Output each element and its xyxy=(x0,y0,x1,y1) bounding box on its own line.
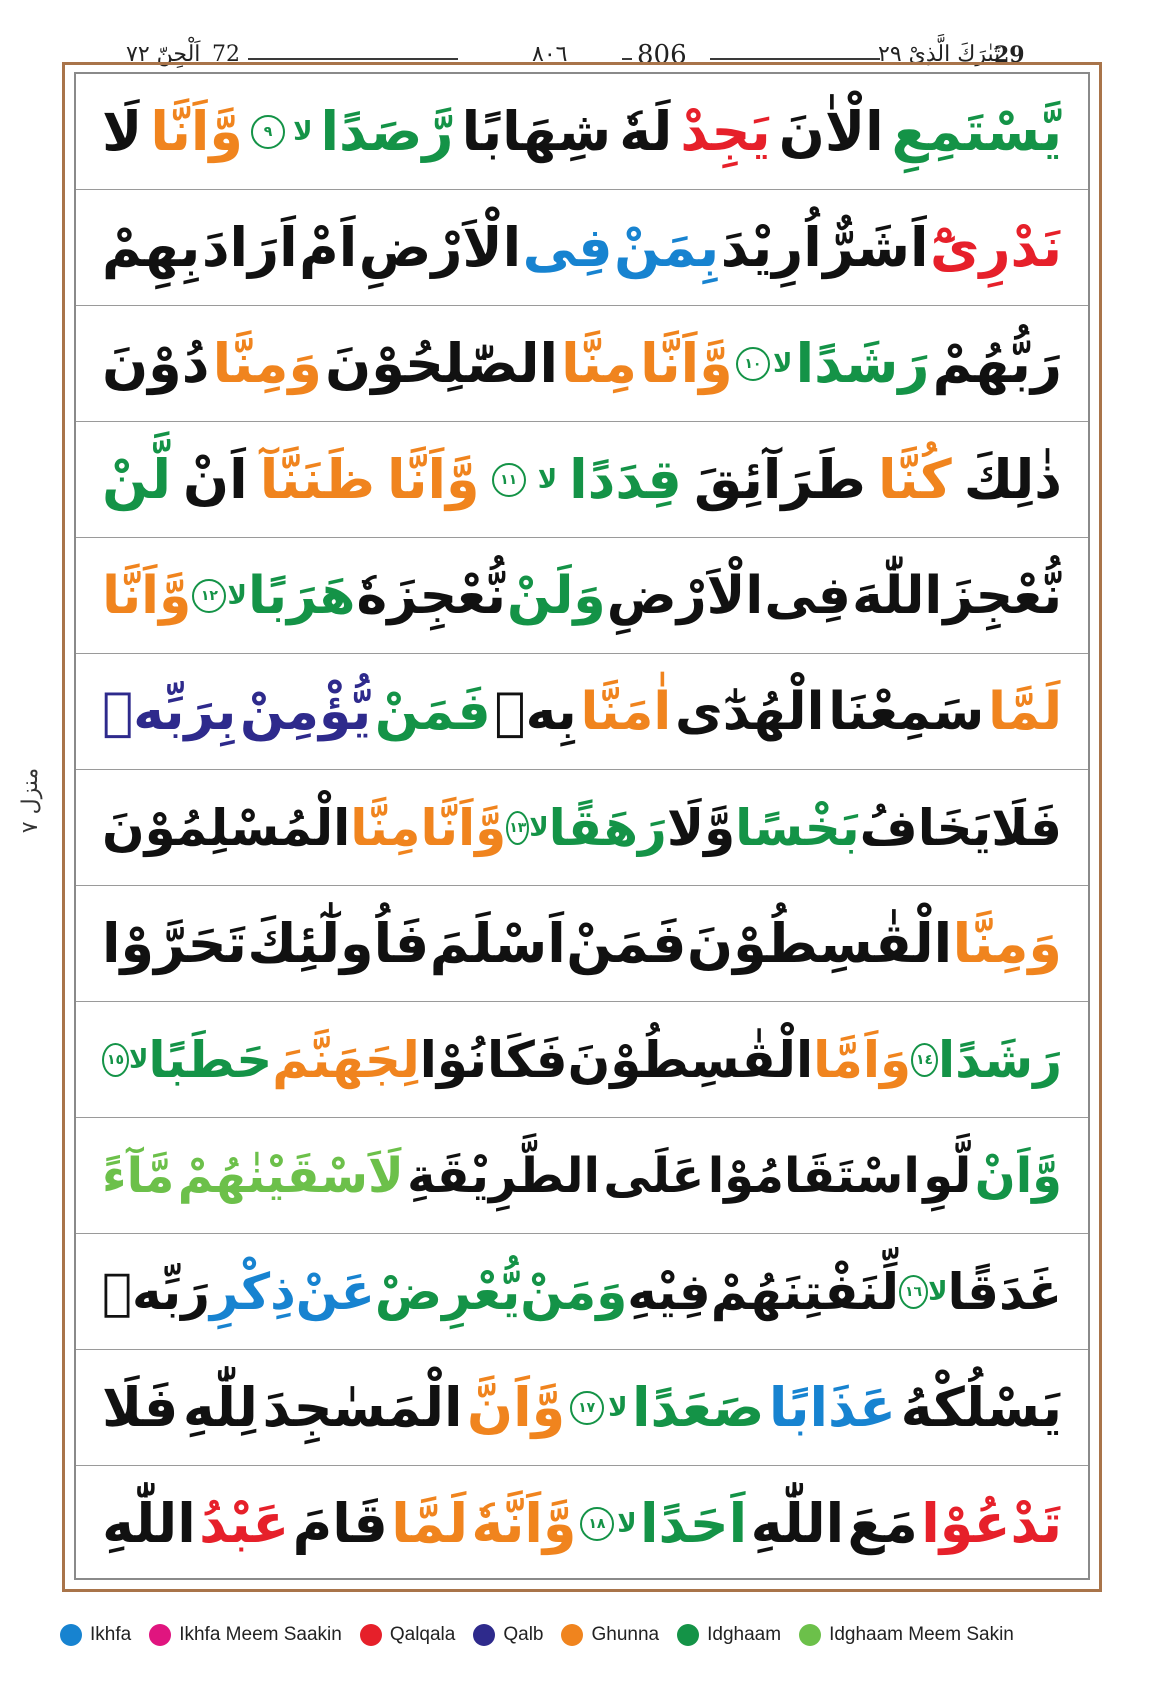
quran-word: فَكَانُوْا xyxy=(419,1030,568,1089)
quran-word: فَمَنْ xyxy=(566,911,687,975)
quran-word: بِمَنْ xyxy=(614,215,720,279)
quran-word: فَاُولٰٓئِكَ xyxy=(247,911,430,975)
quran-word: لَهٗ xyxy=(619,99,673,163)
text-line-12 xyxy=(76,1350,1088,1466)
quran-word: تَدْعُوْا xyxy=(921,1492,1062,1555)
quran-word: اُرِيْدَ xyxy=(720,215,822,279)
text-line-2 xyxy=(76,190,1088,306)
quran-word: وَّاَنَّا xyxy=(420,798,507,857)
ayah-number-marker: ١٥ xyxy=(102,1043,129,1077)
quran-word: رَهَقًا xyxy=(548,798,667,857)
legend-item xyxy=(149,1624,342,1646)
waqf-stop-mark: لا xyxy=(227,580,247,611)
quran-word: اَحَدًا xyxy=(640,1492,748,1555)
quran-word: غَدَقًا xyxy=(947,1262,1062,1321)
quran-word: ذِكْرِ xyxy=(209,1262,296,1321)
quran-word: الصّٰلِحُوْنَ xyxy=(325,331,559,395)
quran-word: وَّاَنَّا xyxy=(150,99,243,163)
quran-word: نُّعْجِزَهٗ xyxy=(356,565,506,626)
text-line-6 xyxy=(76,654,1088,770)
surah-name: اَلْجِنّ ٧٢ xyxy=(126,42,201,67)
ayah-number-marker: ١٤ xyxy=(911,1043,938,1077)
quran-word: مَّآءً xyxy=(102,1147,175,1204)
quran-word: مِنَّا xyxy=(561,331,637,395)
quran-word: نَدْرِىْٓ xyxy=(929,215,1062,279)
quran-word: لِجَهَنَّمَ xyxy=(272,1030,420,1089)
legend-label: Idghaam Meem Sakin xyxy=(829,1624,1014,1645)
quran-word: الطَّرِيْقَةِ xyxy=(407,1147,600,1204)
quran-word: لَا xyxy=(102,99,143,163)
quran-word: وَمِنَّا xyxy=(952,911,1062,975)
legend-item xyxy=(677,1624,781,1646)
quran-word: لَمَّا xyxy=(988,681,1062,742)
quran-word: وَّاَنَّ xyxy=(467,1375,566,1439)
juz-name: تَبٰرَكَ الَّذِىْ ٢٩ xyxy=(878,42,1001,67)
legend-color-dot xyxy=(561,1624,583,1646)
quran-word: صَعَدًا xyxy=(632,1375,765,1439)
quran-word: عَنْ xyxy=(295,1262,375,1321)
quran-text-block xyxy=(74,72,1090,1580)
quran-word: وَمِنَّا xyxy=(212,331,322,395)
waqf-stop-mark: لا xyxy=(608,1392,628,1423)
legend-color-dot xyxy=(473,1624,495,1646)
quran-word: اٰمَنَّا xyxy=(580,681,672,742)
ayah-number-marker: ١٦ xyxy=(899,1275,928,1309)
quran-word: فِيْهِ xyxy=(627,1262,711,1321)
text-line-1 xyxy=(76,74,1088,190)
quran-word: لِّنَفْتِنَهُمْ xyxy=(710,1262,899,1321)
quran-word: عَلَى xyxy=(603,1147,705,1204)
legend-label: Ikhfa Meem Saakin xyxy=(179,1624,342,1645)
quran-word: رَبُّهُمْ xyxy=(932,331,1062,395)
quran-word: الْاَرْضِ xyxy=(358,215,522,279)
quran-word: دُوْنَ xyxy=(102,331,210,395)
legend-color-dot xyxy=(149,1624,171,1646)
quran-word: الْقٰسِطُوْنَ xyxy=(567,1030,814,1089)
legend-color-dot xyxy=(360,1624,382,1646)
quran-word: طَرَآئِقَ xyxy=(693,447,866,511)
quran-word: الْقٰسِطُوْنَ xyxy=(686,911,953,975)
text-line-11 xyxy=(76,1234,1088,1350)
waqf-stop-mark: لا xyxy=(293,116,313,147)
legend-label: Idghaam xyxy=(707,1624,782,1645)
page-number-arabic: ٨٠٦ xyxy=(532,42,568,67)
quran-word: فَلَا xyxy=(102,1375,179,1439)
surah-number: 72 xyxy=(212,42,240,67)
quran-word: اَرَادَ xyxy=(201,215,298,279)
quran-word: ظَنَنَّآ xyxy=(259,447,375,511)
waqf-stop-mark: لا xyxy=(773,348,793,379)
quran-word: فَمَنْ xyxy=(374,681,491,742)
waqf-stop-mark: لا xyxy=(617,1509,637,1539)
quran-word: حَطَبًا xyxy=(148,1030,273,1089)
quran-word: فَلَا xyxy=(991,798,1062,857)
quran-word: يُّؤْمِنْ xyxy=(240,681,372,742)
quran-word: عَذَابًا xyxy=(768,1375,897,1439)
text-line-4 xyxy=(76,422,1088,538)
text-line-7 xyxy=(76,770,1088,886)
quran-word: الْاَرْضِ xyxy=(606,565,764,626)
quran-word: فِى xyxy=(522,215,613,279)
text-line-3 xyxy=(76,306,1088,422)
manzil-marker xyxy=(6,740,56,860)
legend-label: Qalqala xyxy=(389,1624,456,1645)
quran-word: رَشَدًا xyxy=(938,1030,1062,1089)
text-line-8 xyxy=(76,886,1088,1002)
quran-word: وَاَمَّا xyxy=(813,1030,912,1089)
quran-word: رَّصَدًا xyxy=(320,99,454,163)
quran-word: وَلَنْ xyxy=(507,565,606,626)
legend-item xyxy=(561,1624,659,1646)
quran-word: تَحَرَّوْا xyxy=(102,911,247,975)
quran-word: اَنْ xyxy=(183,447,248,511)
quran-word: بِهٖ xyxy=(494,681,577,742)
quran-word: وَّاَنَّا xyxy=(102,565,192,626)
quran-word: يَّسْتَمِعِ xyxy=(891,99,1062,163)
text-line-9 xyxy=(76,1002,1088,1118)
quran-word: يُّعْرِضْ xyxy=(374,1262,521,1321)
quran-word: وَّاَنْ xyxy=(974,1147,1062,1204)
waqf-stop-mark: لا xyxy=(928,1276,948,1307)
quran-word: يَخَافُ xyxy=(859,798,992,857)
quran-word: يَجِدْ xyxy=(680,99,771,163)
waqf-stop-mark: لا xyxy=(537,464,558,495)
quran-word: اللّٰهِ xyxy=(750,1492,845,1555)
legend-label: Ikhfa xyxy=(90,1624,132,1645)
manzil-label: منزل ٧ xyxy=(18,767,44,833)
page-number: 806 xyxy=(637,40,687,70)
quran-word: الْاٰنَ xyxy=(778,99,884,163)
quran-word: الْمُسْلِمُوْنَ xyxy=(102,798,351,857)
quran-word: اَشَرٌّ xyxy=(823,215,929,279)
waqf-stop-mark: لا xyxy=(529,812,549,843)
quran-word: يَسْلُكْهُ xyxy=(900,1375,1062,1439)
quran-word: لَّنْ xyxy=(102,447,171,511)
text-line-10 xyxy=(76,1118,1088,1234)
quran-word: وَّلَا xyxy=(666,798,736,857)
text-line-5 xyxy=(76,538,1088,654)
quran-word: اَسْلَمَ xyxy=(429,911,566,975)
legend-item xyxy=(60,1624,131,1646)
quran-word: وَّاَنَّهٗ xyxy=(471,1492,577,1555)
legend-item xyxy=(473,1624,543,1646)
quran-word: اللّٰهَ xyxy=(852,565,943,626)
quran-word: لِلّٰهِ xyxy=(182,1375,258,1439)
quran-word: اَمْ xyxy=(299,215,358,279)
waqf-stop-mark: لا xyxy=(128,1044,149,1075)
quran-word: اللّٰهِ xyxy=(102,1492,196,1555)
quran-word: عَبْدُ xyxy=(199,1492,290,1555)
ayah-number-marker: ١٨ xyxy=(580,1507,614,1541)
quran-word: مَعَ xyxy=(847,1492,918,1555)
quran-word: مِنَّا xyxy=(350,798,421,857)
legend-color-dot xyxy=(60,1624,82,1646)
legend-item xyxy=(360,1624,456,1646)
quran-word: لَّوِ xyxy=(923,1147,972,1204)
ayah-number-marker: ١١ xyxy=(492,463,526,497)
ayah-number-marker: ٩ xyxy=(251,115,285,149)
quran-word: شِهَابًا xyxy=(461,99,612,163)
quran-word: رَشَدًا xyxy=(795,331,930,395)
quran-word: بِهِمْ xyxy=(102,215,201,279)
quran-word: كُنَّا xyxy=(877,447,952,511)
quran-word: قِدَدًا xyxy=(569,447,682,511)
tajweed-legend xyxy=(60,1620,1120,1650)
quran-word: الْمَسٰجِدَ xyxy=(262,1375,463,1439)
quran-word: الْهُدٰٓى xyxy=(675,681,825,742)
quran-word: رَبِّهٖ xyxy=(102,1262,210,1321)
text-line-13 xyxy=(76,1466,1088,1582)
juz-number: 29 xyxy=(994,42,1025,68)
quran-word: سَمِعْنَا xyxy=(828,681,985,742)
quran-word: ذٰلِكَ xyxy=(963,447,1062,511)
ayah-number-marker: ١٧ xyxy=(570,1391,604,1425)
legend-label: Ghunna xyxy=(591,1624,660,1645)
quran-word: وَّاَنَّا xyxy=(640,331,733,395)
ayah-number-marker: ١٠ xyxy=(736,347,770,381)
quran-word: بَخْسًا xyxy=(735,798,860,857)
quran-word: لَاَسْقَيْنٰهُمْ xyxy=(177,1147,404,1204)
quran-word: هَرَبًا xyxy=(247,565,356,626)
legend-label: Qalb xyxy=(503,1624,544,1645)
legend-item xyxy=(799,1624,1014,1646)
quran-word: لَمَّا xyxy=(391,1492,468,1555)
quran-word: قَامَ xyxy=(292,1492,388,1555)
quran-word: اسْتَقَامُوْا xyxy=(707,1147,920,1204)
legend-color-dot xyxy=(799,1624,821,1646)
ayah-number-marker: ١٢ xyxy=(192,579,226,613)
quran-word: بِرَبِّهٖ xyxy=(102,681,237,742)
ayah-number-marker: ١٣ xyxy=(506,811,529,845)
quran-word: وَّاَنَّا xyxy=(386,447,480,511)
quran-word: نُّعْجِزَ xyxy=(943,565,1062,626)
quran-word: وَمَنْ xyxy=(520,1262,628,1321)
legend-color-dot xyxy=(677,1624,699,1646)
quran-word: فِى xyxy=(764,565,851,626)
